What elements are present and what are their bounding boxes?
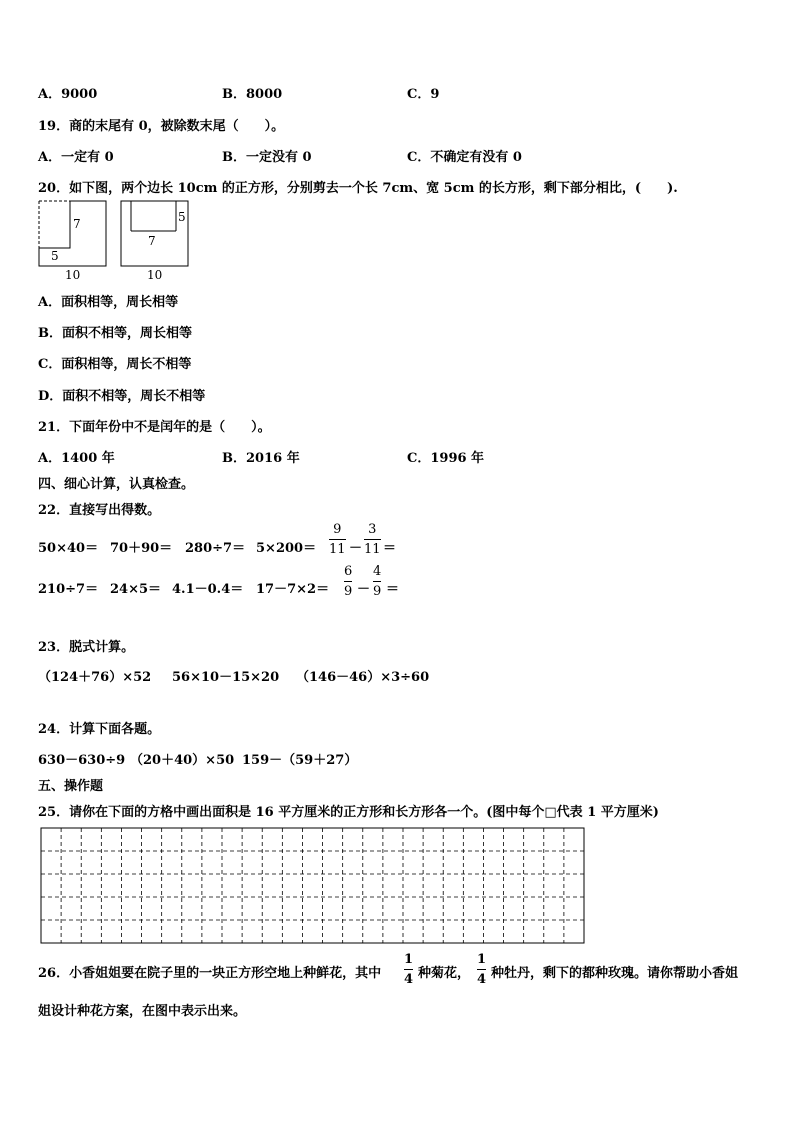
fraction-numerator: 1 xyxy=(404,952,414,967)
q20-figure-right xyxy=(121,201,188,282)
q18-option-a: A．9000 xyxy=(38,87,98,102)
q20-figure-left xyxy=(39,201,106,282)
q20-fig1-label-7: 7 xyxy=(73,217,81,231)
q22-r2-c2: 24×5＝ xyxy=(110,582,162,597)
q24-item-3: 159－（59＋27） xyxy=(242,753,358,768)
q21-option-b: B．2016 年 xyxy=(222,451,300,466)
q22-r1-frac-b xyxy=(364,521,381,558)
section-4-heading: 四、细心计算，认真检查。 xyxy=(38,477,195,492)
fraction-numerator: 9 xyxy=(333,522,342,537)
q22-r1-frac-op: － xyxy=(349,541,363,556)
q20-stem: 20．如下图，两个边长 10cm 的正方形，分别剪去一个长 7cm、宽 5cm 的长方形，剩下部分相比，( ). xyxy=(38,181,678,196)
q22-r1-frac-eq: ＝ xyxy=(383,541,397,556)
q21-option-c: C．1996 年 xyxy=(407,451,485,466)
fraction-denominator: 4 xyxy=(477,972,487,987)
q20-fig1-label-10: 10 xyxy=(65,268,81,282)
q20-fig2-label-10: 10 xyxy=(147,268,163,282)
q20-option-a: A．面积相等，周长相等 xyxy=(38,295,179,310)
q22-r2-frac-eq: ＝ xyxy=(386,582,400,597)
q22-r1-c3: 280÷7＝ xyxy=(185,541,246,556)
q19-option-a: A．一定有 0 xyxy=(38,150,114,165)
q20-option-d: D．面积不相等，周长不相等 xyxy=(38,389,206,404)
q20-option-c: C．面积相等，周长不相等 xyxy=(38,357,192,372)
q21-option-a: A．1400 年 xyxy=(38,451,115,466)
fraction-denominator: 9 xyxy=(373,584,382,599)
q22-r2-c4: 17－7×2＝ xyxy=(256,582,330,597)
fraction-denominator: 4 xyxy=(404,972,414,987)
q20-figure xyxy=(36,198,206,282)
q23-item-2: 56×10－15×20 xyxy=(172,670,280,685)
q26-mid1: 种菊花， xyxy=(418,966,471,981)
q21-stem: 21．下面年份中不是闰年的是（ ）。 xyxy=(38,420,271,435)
q18-option-c: C．9 xyxy=(407,87,440,102)
fraction-numerator: 3 xyxy=(368,522,377,537)
q23-stem: 23．脱式计算。 xyxy=(38,640,135,655)
q22-r2-c1: 210÷7＝ xyxy=(38,582,99,597)
q22-r1-c2: 70＋90＝ xyxy=(110,541,173,556)
q20-fig2-label-7: 7 xyxy=(148,234,156,248)
fraction-numerator: 1 xyxy=(477,952,487,967)
q22-r1-frac-a xyxy=(329,521,346,558)
q22-r1-c4: 5×200＝ xyxy=(256,541,317,556)
q22-r2-frac-b xyxy=(373,563,381,600)
fraction-numerator: 6 xyxy=(344,564,353,579)
q22-r2-frac-a xyxy=(344,563,352,600)
q18-option-b: B．8000 xyxy=(222,87,283,102)
q23-item-1: （124＋76）×52 xyxy=(38,670,152,685)
q19-stem: 19．商的末尾有 0，被除数末尾（ ）。 xyxy=(38,119,285,134)
fraction-denominator: 11 xyxy=(329,542,346,557)
q22-r2-c3: 4.1－0.4＝ xyxy=(172,582,244,597)
q23-item-3: （146－46）×3÷60 xyxy=(296,670,430,685)
q22-r1-c1: 50×40＝ xyxy=(38,541,99,556)
q25-stem: 25．请你在下面的方格中画出面积是 16 平方厘米的正方形和长方形各一个。(图中每个□代表 1 平方厘米) xyxy=(38,805,659,820)
q24-item-2: （20＋40）×50 xyxy=(130,753,235,768)
q19-option-c: C．不确定有没有 0 xyxy=(407,150,522,165)
q19-option-b: B．一定没有 0 xyxy=(222,150,312,165)
fraction-numerator: 4 xyxy=(373,564,382,579)
q24-item-1: 630－630÷9 xyxy=(38,753,126,768)
section-5-heading: 五、操作题 xyxy=(38,779,104,794)
q22-r2-frac-op: － xyxy=(357,582,371,597)
q26-fraction-peony xyxy=(477,951,486,988)
q24-stem: 24．计算下面各题。 xyxy=(38,722,161,737)
q26-prefix: 26．小香姐姐要在院子里的一块正方形空地上种鲜花，其中 xyxy=(38,966,382,981)
fraction-denominator: 11 xyxy=(364,542,381,557)
q22-stem: 22．直接写出得数。 xyxy=(38,503,161,518)
q20-fig1-label-5: 5 xyxy=(51,249,59,263)
q20-fig2-label-5: 5 xyxy=(178,210,186,224)
q25-drawing-grid[interactable] xyxy=(40,827,585,944)
q26-mid2: 种牡丹，剩下的都种玫瑰。请你帮助小香姐 xyxy=(491,966,739,981)
q26-fraction-chrysanthemum xyxy=(404,951,413,988)
q26-line2: 姐设计种花方案，在图中表示出来。 xyxy=(38,1004,247,1019)
q20-option-b: B．面积不相等，周长相等 xyxy=(38,326,192,341)
fraction-denominator: 9 xyxy=(344,584,353,599)
grid-border xyxy=(41,828,584,943)
